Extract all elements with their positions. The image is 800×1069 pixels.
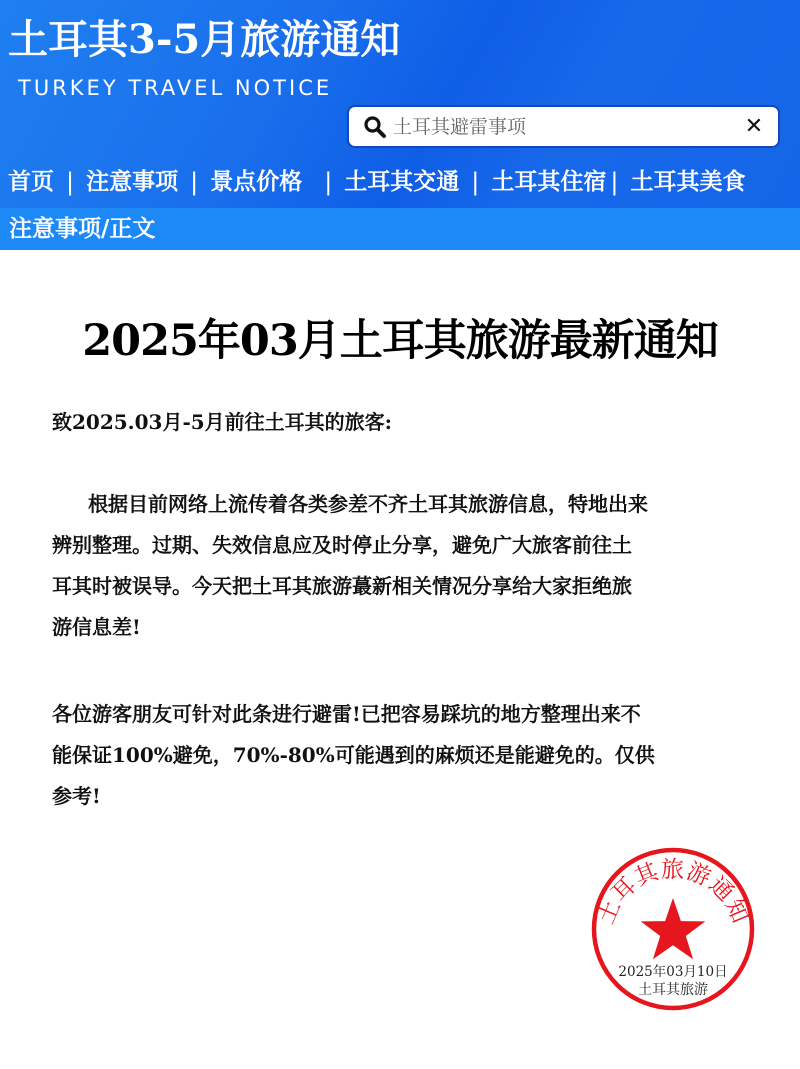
- article-greeting: 致2025.03月-5月前往土耳其的旅客:: [52, 410, 393, 434]
- paragraph-line: 根据目前网络上流传着各类参差不齐土耳其旅游信息，特地出来: [88, 492, 648, 516]
- paragraph-line: 游信息差!: [52, 615, 141, 639]
- star-icon: [641, 898, 706, 959]
- nav-item-transport[interactable]: 土耳其交通: [344, 168, 460, 195]
- paragraph-line: 各位游客朋友可针对此条进行避雷!已把容易踩坑的地方整理出来不: [52, 702, 641, 726]
- paragraph-line: 耳其时被误导。今天把土耳其旅游蕞新相关情况分享给大家拒绝旅: [52, 574, 632, 598]
- close-icon: ✕: [744, 114, 764, 139]
- site-title: 土耳其3-5月旅游通知: [8, 16, 401, 63]
- search-input[interactable]: [389, 107, 738, 146]
- breadcrumb-bar: [0, 208, 800, 250]
- main-nav: [8, 162, 745, 202]
- seal-date: 2025年03月10日: [618, 964, 728, 980]
- nav-item-attraction-prices[interactable]: 景点价格: [210, 168, 303, 195]
- article-paragraph-2: [52, 694, 752, 817]
- breadcrumb[interactable]: 注意事项/正文: [9, 215, 156, 242]
- clear-search-button[interactable]: [738, 111, 770, 143]
- nav-item-food[interactable]: 土耳其美食: [630, 168, 746, 195]
- paragraph-line: 参考!: [52, 784, 101, 808]
- search-bar[interactable]: [347, 105, 780, 148]
- paragraph-line: 能保证100%避免，70%-80%可能遇到的麻烦还是能避免的。仅供: [52, 743, 655, 767]
- search-icon[interactable]: [361, 113, 389, 141]
- nav-separator: |: [324, 168, 333, 196]
- nav-item-home[interactable]: 首页: [8, 168, 54, 195]
- nav-item-notes[interactable]: 注意事项: [86, 168, 179, 195]
- nav-separator: |: [471, 168, 480, 196]
- nav-item-lodging[interactable]: 土耳其住宿: [491, 168, 607, 195]
- seal-issuer: 土耳其旅游: [638, 982, 708, 998]
- site-subtitle: TURKEY TRAVEL NOTICE: [18, 76, 333, 100]
- nav-separator: |: [66, 168, 75, 196]
- article-paragraph-1: [52, 484, 752, 648]
- nav-separator: |: [610, 168, 619, 196]
- seal-arc-text: 土耳其旅游通知: [592, 856, 754, 928]
- official-seal: [590, 846, 756, 1012]
- nav-separator: |: [190, 168, 199, 196]
- article-title: 2025年03月土耳其旅游最新通知: [82, 316, 718, 366]
- paragraph-line: 辨别整理。过期、失效信息应及时停止分享，避免广大旅客前往土: [52, 533, 632, 557]
- site-header: [0, 0, 800, 208]
